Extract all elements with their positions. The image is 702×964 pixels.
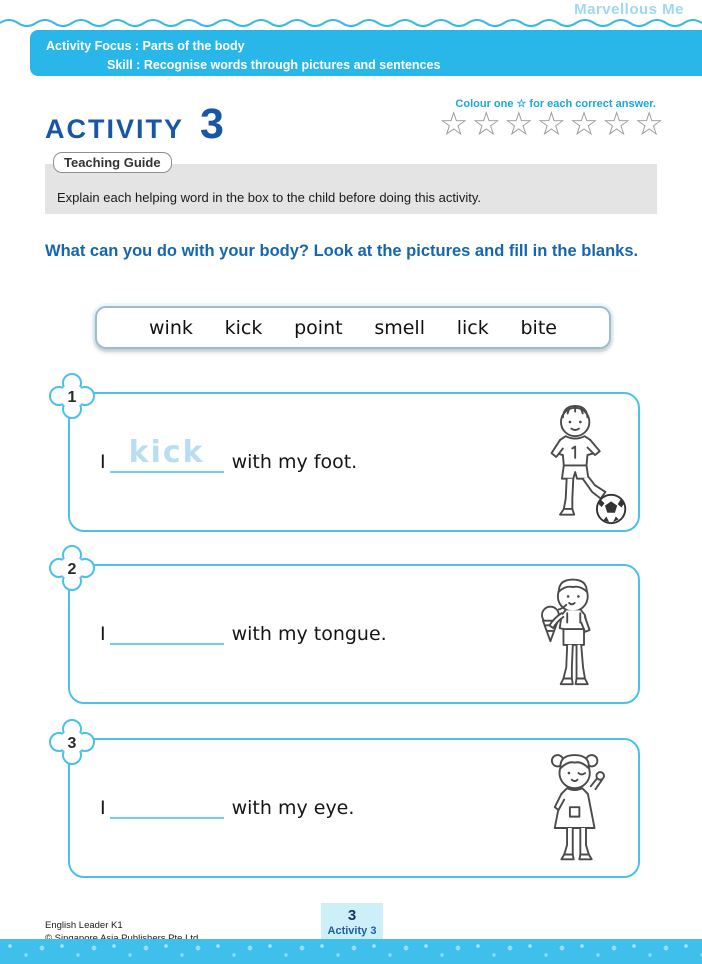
wave-divider <box>0 15 702 29</box>
teaching-guide-label: Teaching Guide <box>53 152 172 173</box>
answer-blank[interactable] <box>110 618 224 645</box>
item-number: 2 <box>67 561 77 578</box>
item-number-badge <box>49 545 95 591</box>
exercise-item-1 <box>67 389 640 532</box>
item-number-badge <box>49 373 95 419</box>
star-icon[interactable]: ☆ <box>536 105 567 142</box>
page-number: 3 <box>347 907 357 924</box>
star-icon[interactable]: ☆ <box>471 105 502 142</box>
item-number: 3 <box>67 735 77 752</box>
sentence-rest: with my eye. <box>231 797 355 819</box>
answer-blank[interactable] <box>110 435 224 473</box>
sentence-rest: with my foot. <box>231 451 358 473</box>
footer-band <box>0 939 702 964</box>
star-icon[interactable]: ☆ <box>438 105 469 142</box>
teaching-guide-box <box>45 155 657 214</box>
traced-answer: kick <box>128 435 205 470</box>
sentence <box>100 618 387 645</box>
word-bank <box>95 306 611 349</box>
word-bank-word: kick <box>224 316 263 339</box>
word-bank-word: wink <box>149 316 193 339</box>
sentence-subject: I <box>100 797 106 819</box>
activity-number: 3 <box>200 100 224 148</box>
page-label: Activity 3 <box>327 925 377 937</box>
activity-focus-line: Activity Focus : Parts of the body <box>46 39 245 53</box>
sentence-rest: with my tongue. <box>231 623 387 645</box>
item-number: 1 <box>67 389 77 406</box>
question-text: What can you do with your body? Look at the pictures and fill in the blanks. <box>45 242 639 260</box>
skill-line: Skill : Recognise words through pictures and sentences <box>107 58 441 73</box>
word-bank-word: point <box>294 316 343 339</box>
unit-title: Marvellous Me <box>574 1 684 18</box>
sentence <box>100 792 354 819</box>
word-bank-word: smell <box>374 316 425 339</box>
child-licking-ice-cream-illustration <box>528 574 612 700</box>
star-icon[interactable]: ☆ <box>634 105 664 142</box>
sentence-subject: I <box>100 451 106 473</box>
word-bank-word: lick <box>456 316 489 339</box>
teaching-guide-text: Explain each helping word in the box to the child before doing this activity. <box>57 190 481 205</box>
boy-kicking-football-illustration <box>526 400 630 530</box>
colour-instruction: Colour one ☆ for each correct answer. <box>455 98 656 110</box>
series-title: English Leader K1 <box>45 920 123 931</box>
activity-heading <box>45 100 224 149</box>
answer-blank[interactable] <box>110 792 224 819</box>
girl-winking-illustration <box>532 748 622 872</box>
sentence <box>100 435 358 473</box>
word-bank-word: bite <box>520 316 557 339</box>
star-icon[interactable]: ☆ <box>601 105 632 142</box>
star-icon[interactable]: ☆ <box>504 105 534 142</box>
exercise-item-2 <box>67 561 640 704</box>
item-number-badge <box>49 719 95 765</box>
exercise-item-3 <box>67 735 640 878</box>
page-number-box <box>321 903 383 943</box>
activity-title: ACTIVITY <box>45 114 185 144</box>
star-icon[interactable]: ☆ <box>569 105 599 142</box>
sentence-subject: I <box>100 623 106 645</box>
header-band <box>30 30 702 76</box>
reward-stars <box>439 104 664 144</box>
